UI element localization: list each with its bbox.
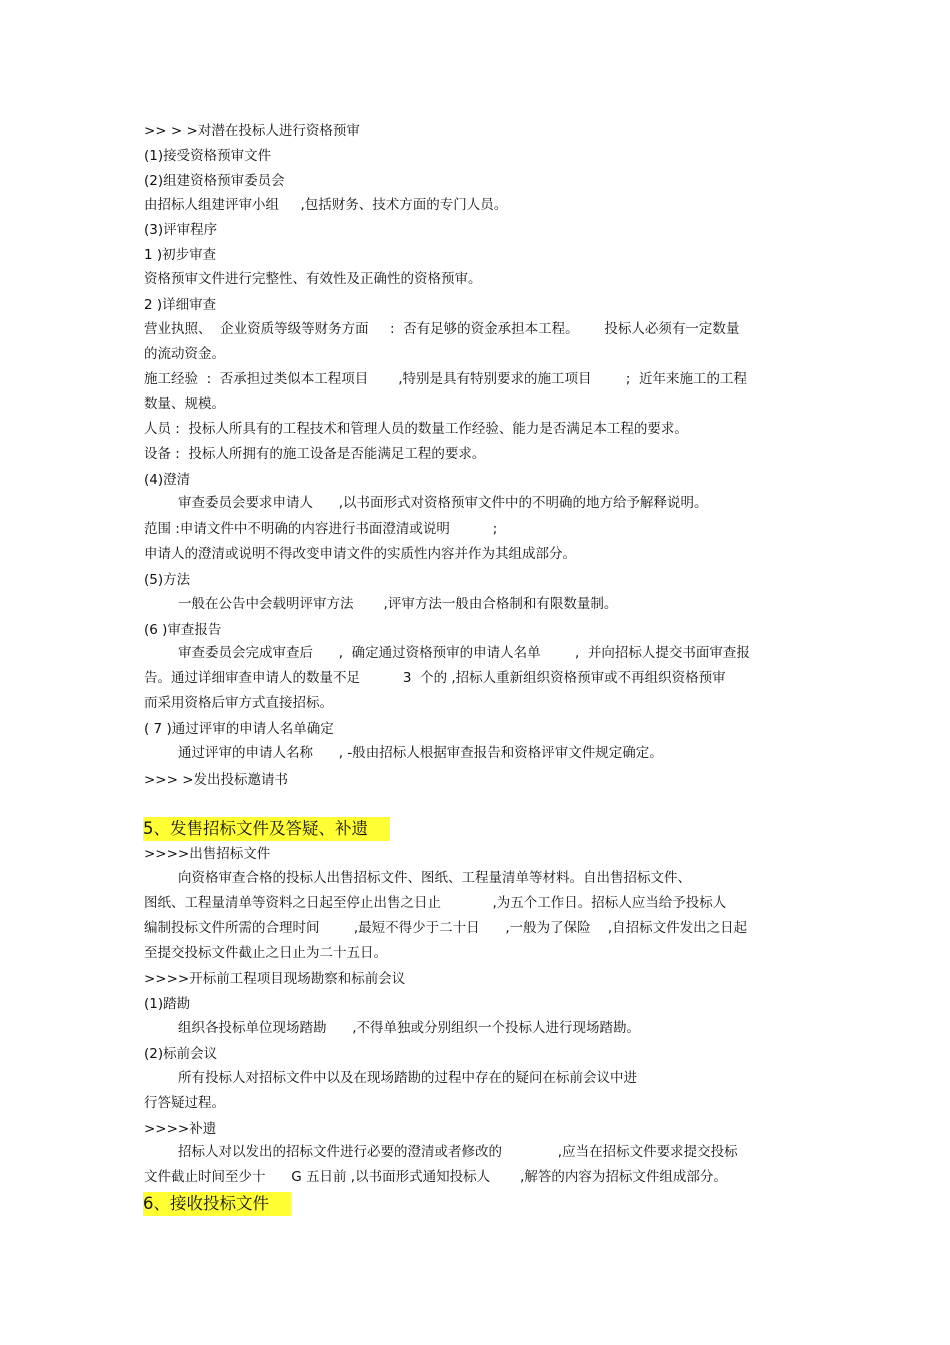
s2-title: (2)组建资格预审委员会 [144, 173, 285, 189]
s3-title: (3)评审程序 [144, 222, 218, 238]
s3-2-finance-line2: 的流动资金。 [144, 346, 225, 362]
s5-title: (5)方法 [144, 572, 191, 588]
s1-title: (1)接受资格预审文件 [144, 148, 272, 164]
s4-body: 审查委员会要求申请人 ,以书面形式对资格预审文件中的不明确的地方给予解释说明。 [178, 495, 708, 511]
s4-title: (4)澄清 [144, 472, 191, 488]
meeting-line1: 所有投标人对招标文件中以及在现场踏勘的过程中存在的疑问在标前会议中进 [178, 1070, 637, 1086]
section5-heading: 5、发售招标文件及答疑、补遗 [143, 817, 390, 841]
s6-body-line1: 审查委员会完成审查后 , 确定通过资格预审的申请人名单 , 并向招标人提交书面审查报 [178, 645, 750, 661]
invite-title: >>> >发出投标邀请书 [144, 772, 289, 788]
s6-body-line3: 而采用资格后审方式直接招标。 [144, 695, 333, 711]
survey-body: 组织各投标单位现场踏勘 ,不得单独或分别组织一个投标人进行现场踏勘。 [178, 1020, 641, 1036]
sale-line3: 编制投标文件所需的合理时间 ,最短不得少于二十日 ,一般为了保险 ,自招标文件发出之日起 [144, 920, 748, 936]
s7-title: ( 7 )通过评审的申请人名单确定 [144, 721, 334, 737]
sale-line1: 向资格审查合格的投标人出售招标文件、图纸、工程量清单等材料。自出售招标文件、 [178, 870, 691, 886]
s3-1-body: 资格预审文件进行完整性、有效性及正确性的资格预审。 [144, 271, 482, 287]
survey-title: (1)踏勘 [144, 996, 191, 1012]
meeting-line2: 行答疑过程。 [144, 1095, 225, 1111]
sale-line4: 至提交投标文件截止之日止为二十五日。 [144, 945, 387, 961]
s3-2-experience-line2: 数量、规模。 [144, 396, 225, 412]
s3-1-title: 1 )初步审查 [144, 247, 217, 263]
s6-body-line2: 告。通过详细审查申请人的数量不足 3 个的 ,招标人重新组织资格预审或不再组织资格预审 [144, 670, 726, 686]
sale-line2: 图纸、工程量清单等资料之日起至停止出售之日止 ,为五个工作日。招标人应当给予投标人 [144, 895, 727, 911]
s4-note: 申请人的澄清或说明不得改变申请文件的实质性内容并作为其组成部分。 [144, 546, 576, 562]
prequal-title: >> > >对潜在投标人进行资格预审 [144, 123, 360, 139]
s5-body: 一般在公告中会载明评审方法 ,评审方法一般由合格制和有限数量制。 [178, 596, 618, 612]
s6-title: (6 )审查报告 [144, 622, 222, 638]
sale-title: >>>>出售招标文件 [144, 846, 271, 862]
s7-body: 通过评审的申请人名称 , -般由招标人根据审查报告和资格评审文件规定确定。 [178, 745, 663, 761]
meeting-title: (2)标前会议 [144, 1046, 218, 1062]
s2-body: 由招标人组建评审小组 ,包括财务、技术方面的专门人员。 [144, 197, 508, 213]
s3-2-staff: 人员 : 投标人所具有的工程技术和管理人员的数量工作经验、能力是否满足本工程的要求。 [144, 421, 688, 437]
addendum-line2: 文件截止时间至少十 G 五日前 ,以书面形式通知投标人 ,解答的内容为招标文件组成部分。 [144, 1169, 727, 1185]
s4-scope: 范围 :申请文件中不明确的内容进行书面澄清或说明 ; [144, 521, 498, 537]
addendum-line1: 招标人对以发出的招标文件进行必要的澄清或者修改的 ,应当在招标文件要求提交投标 [178, 1144, 738, 1160]
s3-2-experience-line1: 施工经验 : 否承担过类似本工程项目 ,特别是具有特别要求的施工项目 ; 近年来施工的工程 [144, 371, 748, 387]
s3-2-equipment: 设备 : 投标人所拥有的施工设备是否能满足工程的要求。 [144, 446, 486, 462]
section6-heading: 6、接收投标文件 [143, 1192, 291, 1216]
s3-2-finance-line1: 营业执照、 企业资质等级等财务方面 : 否有足够的资金承担本工程。 投标人必须有一定数量 [144, 321, 740, 337]
addendum-title: >>>>补遗 [144, 1121, 217, 1137]
site-title: >>>>开标前工程项目现场勘察和标前会议 [144, 971, 406, 987]
s3-2-title: 2 )详细审查 [144, 297, 217, 313]
